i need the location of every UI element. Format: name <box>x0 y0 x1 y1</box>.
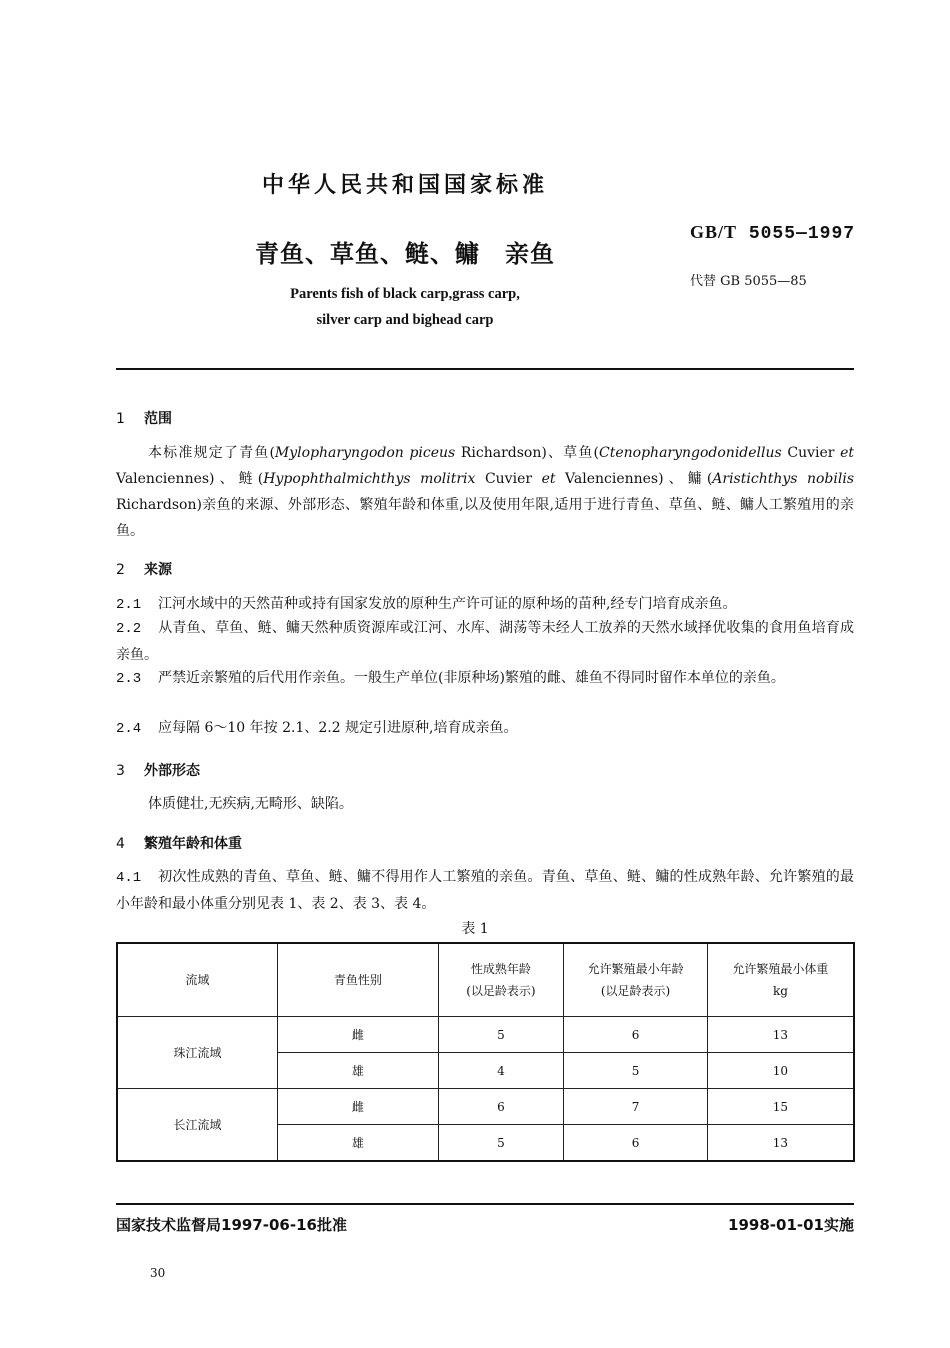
table-row <box>117 1089 854 1125</box>
table-header-row <box>117 943 854 1017</box>
header-basin: 流域 <box>117 943 278 1017</box>
document-title-en-line1: Parents fish of black carp,grass carp, <box>290 286 520 302</box>
cell-basin: 长江流域 <box>117 1089 278 1162</box>
clause-4-1: 4.1 初次性成熟的青鱼、草鱼、鲢、鳙不得用作人工繁殖的亲鱼。青鱼、草鱼、鲢、鳙的性成熟年龄、允许繁殖的最小年龄和最小体重分别见表 1、表 2、表 3、表 4。 <box>116 869 854 912</box>
cell-maturity: 5 <box>438 1017 564 1053</box>
cell-maturity: 5 <box>438 1125 564 1162</box>
section-4-number: 4 <box>116 836 125 852</box>
section-1-number: 1 <box>116 411 125 427</box>
cell-sex: 雄 <box>278 1053 439 1089</box>
footer-divider <box>116 1203 854 1205</box>
section-3-title: 外部形态 <box>144 763 200 779</box>
section-3-heading <box>116 760 200 780</box>
header-sex: 青鱼性别 <box>278 943 439 1017</box>
effective-date: 1998-01-01实施 <box>728 1216 854 1234</box>
document-title-en-line2: silver carp and bighead carp <box>316 312 494 328</box>
section-4-heading <box>116 833 242 853</box>
section-2-number: 2 <box>116 562 125 578</box>
cell-sex: 雄 <box>278 1125 439 1162</box>
page-number: 30 <box>150 1266 166 1280</box>
cell-min-weight: 13 <box>707 1125 854 1162</box>
cell-min-age: 7 <box>564 1089 708 1125</box>
clause-2-4: 2.4 应每隔 6～10 年按 2.1、2.2 规定引进原种,培育成亲鱼。 <box>116 720 518 737</box>
cell-min-age: 6 <box>564 1125 708 1162</box>
approval-date: 国家技术监督局1997-06-16批准 <box>116 1216 347 1234</box>
table-1-caption: 表 1 <box>461 921 489 937</box>
table-row <box>117 1017 854 1053</box>
replaces-note: 代替 GB 5055—85 <box>690 274 807 289</box>
header-min-breeding-weight: 允许繁殖最小体重 kg <box>707 943 854 1017</box>
table-1 <box>116 942 855 1162</box>
cell-maturity: 4 <box>438 1053 564 1089</box>
cell-sex: 雌 <box>278 1089 439 1125</box>
cell-sex: 雌 <box>278 1017 439 1053</box>
cell-maturity: 6 <box>438 1089 564 1125</box>
header-min-breeding-age: 允许繁殖最小年龄 (以足龄表示) <box>564 943 708 1017</box>
document-title-cn: 青鱼、草鱼、鲢、鳙 亲鱼 <box>255 240 555 268</box>
cell-min-age: 6 <box>564 1017 708 1053</box>
clause-2-2: 2.2 从青鱼、草鱼、鲢、鳙天然种质资源库或江河、水库、湖荡等未经人工放养的天然水域择优收集的食用鱼培育成亲鱼。 <box>116 620 854 663</box>
section-4-title: 繁殖年龄和体重 <box>144 836 242 852</box>
section-3-paragraph: 体质健壮,无疾病,无畸形、缺陷。 <box>148 796 353 812</box>
section-1-heading <box>116 408 172 428</box>
cell-min-age: 5 <box>564 1053 708 1089</box>
cell-min-weight: 15 <box>707 1089 854 1125</box>
clause-2-3: 2.3 严禁近亲繁殖的后代用作亲鱼。一般生产单位(非原种场)繁殖的雌、雄鱼不得同时留作本单位的亲鱼。 <box>116 670 785 687</box>
cell-min-weight: 10 <box>707 1053 854 1089</box>
clause-2-1: 2.1 江河水域中的天然苗种或持有国家发放的原种生产许可证的原种场的苗种,经专门培育成亲鱼。 <box>116 596 737 613</box>
scientific-name: Aristichthys nobilis <box>712 471 855 487</box>
scientific-name: Hypophthalmichthys molitrix <box>263 471 476 487</box>
cell-basin: 珠江流域 <box>117 1017 278 1089</box>
header-maturity-age: 性成熟年龄 (以足龄表示) <box>438 943 564 1017</box>
section-3-number: 3 <box>116 763 125 779</box>
standard-code-number: 5055—1997 <box>748 224 856 244</box>
standard-code-prefix: GB/T <box>690 222 738 242</box>
scientific-name: Mylopharyngodon piceus <box>274 445 456 461</box>
section-1-title: 范围 <box>144 411 172 427</box>
cell-min-weight: 13 <box>707 1017 854 1053</box>
section-2-title: 来源 <box>144 562 172 578</box>
scientific-name: Ctenopharyngodonidellus <box>599 445 782 461</box>
header-divider <box>116 368 854 370</box>
section-2-heading <box>116 559 172 579</box>
section-1-paragraph: 本标准规定了青鱼(Mylopharyngodon piceus Richardson)、草鱼(Ctenopharyngodonidellus Cuvier et Valenciennes)、鲢(Hypophthalmichthys molitrix Cuvier et Valenciennes)、鳙(Aristichthys nobilis Richardson)亲鱼的来源、外部形态、繁殖年龄和体重,以及使用年限,适用于进行青鱼、草鱼、鲢、鳙人工繁殖用的亲鱼。 <box>116 445 855 539</box>
national-standard-heading: 中华人民共和国国家标准 <box>261 173 548 198</box>
